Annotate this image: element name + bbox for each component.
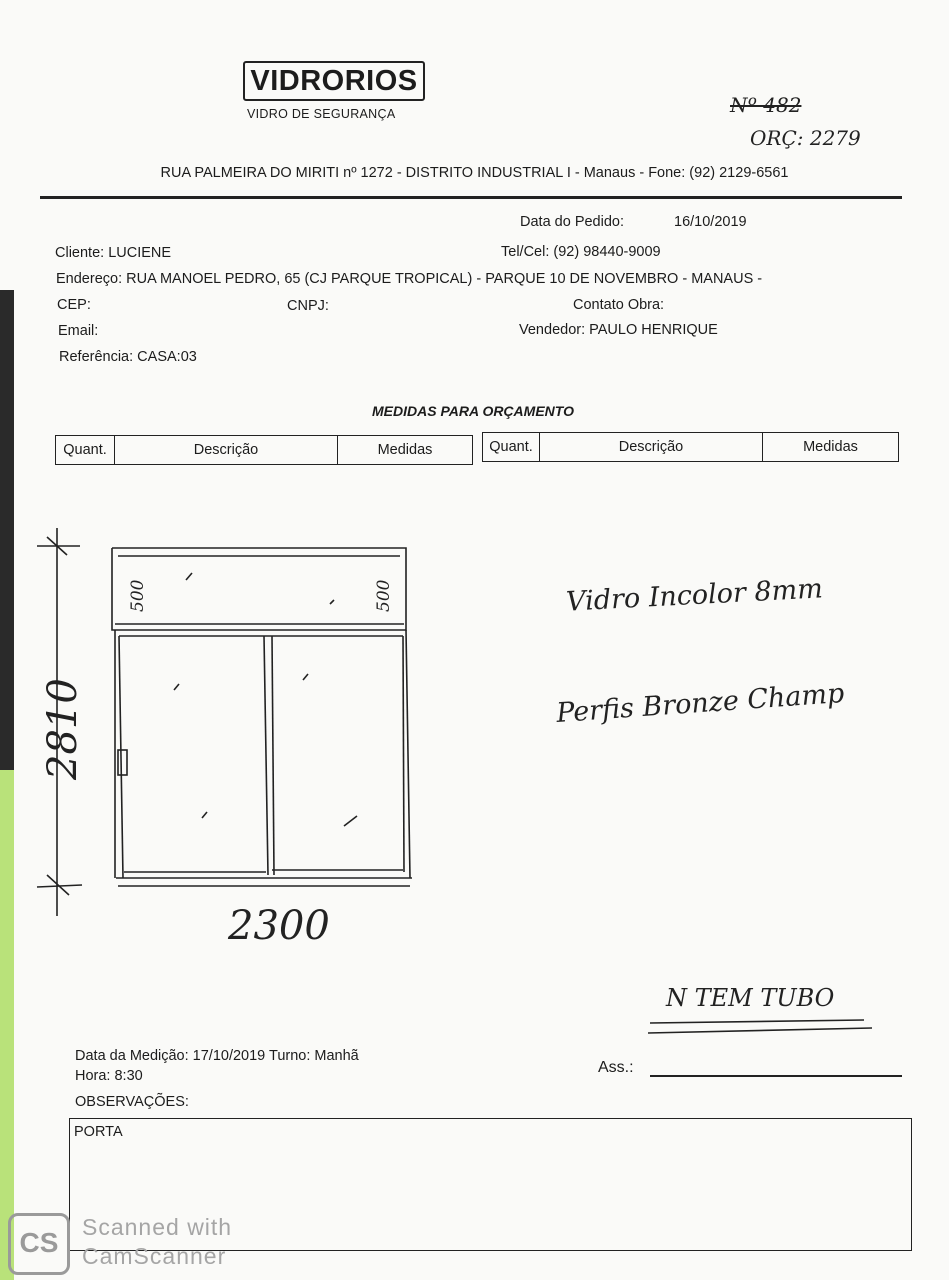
logo-subtitle: VIDRO DE SEGURANÇA	[247, 107, 396, 121]
cnpj-field: CNPJ:	[287, 298, 329, 314]
scan-edge-background	[0, 770, 14, 1280]
hora-medicao: Hora: 8:30	[75, 1068, 143, 1084]
cliente-field: Cliente: LUCIENE	[55, 245, 172, 261]
signature-line	[650, 1075, 902, 1077]
col-medidas: Medidas	[763, 433, 899, 462]
top-right-dimension: 500	[374, 579, 394, 612]
medidas-header-right	[482, 432, 899, 462]
camscanner-logo: CS	[8, 1213, 70, 1275]
endereco-field: Endereço: RUA MANOEL PEDRO, 65 (CJ PARQUE TROPICAL) - PARQUE 10 DE NOVEMBRO - MANAUS -	[56, 271, 763, 287]
col-descricao: Descrição	[115, 436, 338, 465]
top-left-dimension: 500	[128, 579, 148, 612]
vendedor-field: Vendedor: PAULO HENRIQUE	[519, 322, 718, 338]
watermark-line2: CamScanner	[82, 1243, 227, 1269]
medidas-title: MEDIDAS PARA ORÇAMENTO	[372, 403, 574, 419]
company-logo: VIDRORIOS	[243, 61, 425, 101]
header-divider	[40, 196, 902, 199]
height-dimension: 2810	[40, 678, 86, 780]
col-quant: Quant.	[483, 433, 540, 462]
width-dimension: 2300	[228, 903, 330, 949]
contato-obra-field: Contato Obra:	[573, 297, 665, 313]
note-tube: N TEM TUBO	[666, 984, 835, 1012]
data-pedido-value: 16/10/2019	[674, 214, 747, 230]
referencia-field: Referência: CASA:03	[59, 349, 197, 365]
ass-label: Ass.:	[598, 1059, 634, 1076]
medidas-header-left	[55, 435, 473, 465]
note-glass: Vidro Incolor 8mm	[565, 573, 824, 618]
col-descricao: Descrição	[540, 433, 763, 462]
telefone-field: Tel/Cel: (92) 98440-9009	[501, 244, 661, 260]
camscanner-watermark	[82, 1213, 232, 1271]
note-profiles: Perfis Bronze Champ	[555, 677, 846, 730]
watermark-line1: Scanned with	[82, 1214, 233, 1240]
company-address: RUA PALMEIRA DO MIRITI nº 1272 - DISTRITO INDUSTRIAL I - Manaus - Fone: (92) 2129-6561	[160, 165, 789, 181]
data-medicao: Data da Medição: 17/10/2019 Turno: Manhã	[75, 1048, 359, 1064]
observacoes-label: OBSERVAÇÕES:	[75, 1094, 189, 1110]
orc-number: ORÇ: 2279	[750, 126, 861, 150]
scan-edge-shadow	[0, 290, 14, 770]
cep-field: CEP:	[57, 297, 91, 313]
order-number: Nº 482	[730, 93, 802, 117]
data-pedido-label: Data do Pedido:	[520, 214, 624, 230]
observacoes-text: PORTA	[74, 1124, 123, 1140]
email-field: Email:	[58, 323, 99, 339]
col-quant: Quant.	[56, 436, 115, 465]
col-medidas: Medidas	[338, 436, 473, 465]
